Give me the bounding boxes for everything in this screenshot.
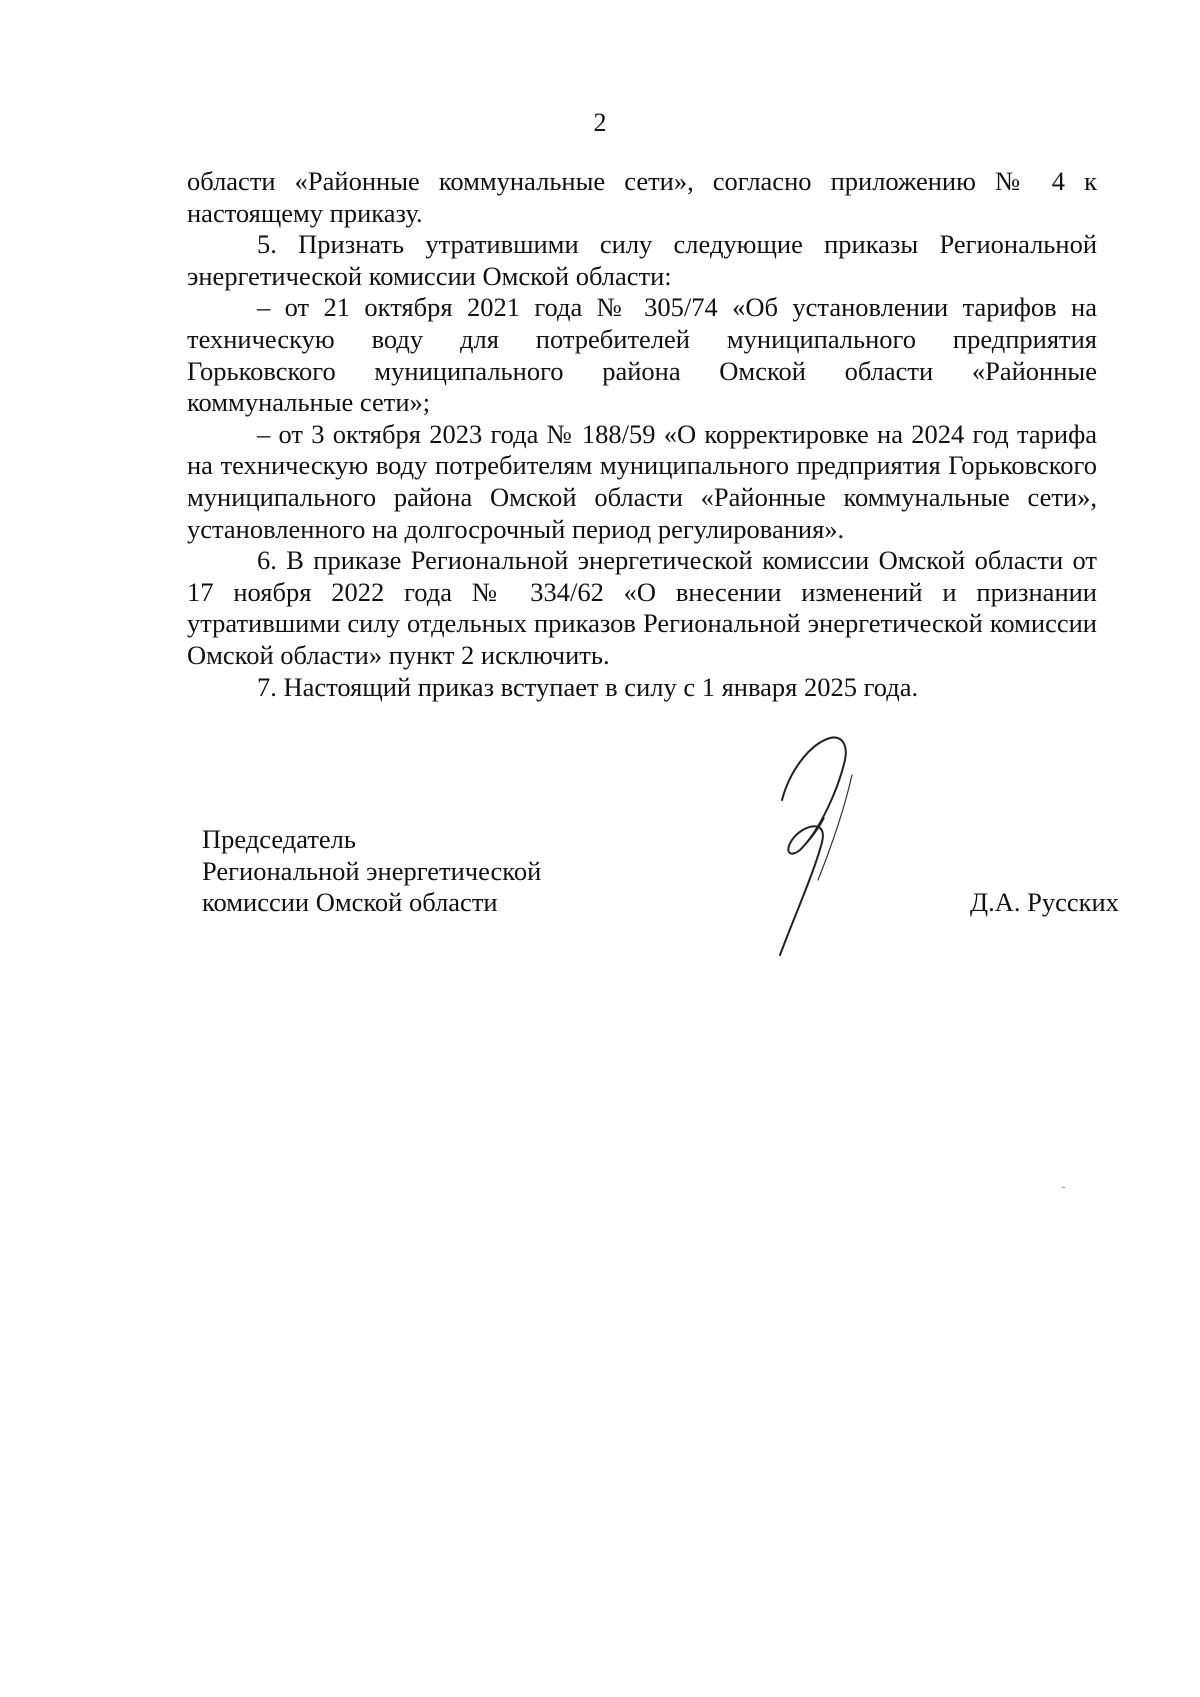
page-number: 2 <box>593 108 607 137</box>
paragraph-continuation: области «Районные коммунальные сети», согласно приложению № 4 к настоящему приказу. <box>187 166 1097 228</box>
signatory-title <box>202 824 541 919</box>
paragraph-item-6: 6. В приказе Региональной энергетической комиссии Омской области от 17 ноября 2022 года № 334/62 «О внесении изменений и признании утратившими силу отдельных приказов Региональной энергетической комиссии Омской области» пункт 2 исключить. <box>187 545 1097 670</box>
signatory-name: Д.А. Русских <box>970 887 1119 917</box>
scan-artifact <box>1062 1187 1065 1188</box>
signatory-title-line: Региональной энергетической <box>202 855 542 886</box>
paragraph-item-5-sub-2: – от 3 октября 2023 года № 188/59 «О корректировке на 2024 год тарифа на техническую воду потребителям муниципального предприятия Горьковского муниципального района Омской области «Районные коммунальные сети», установленного на долгосрочный период регулирования». <box>187 418 1097 544</box>
signatory-title-line: Председатель <box>202 824 356 854</box>
document-body <box>187 166 1097 703</box>
paragraph-item-5: 5. Признать утратившими силу следующие приказы Региональной энергетической комиссии Омской области: <box>187 229 1097 291</box>
signatory-title-line: комиссии Омской области <box>202 887 498 918</box>
paragraph-item-7: 7. Настоящий приказ вступает в силу с 1 января 2025 года. <box>257 671 919 702</box>
handwritten-signature <box>760 730 900 970</box>
paragraph-item-5-sub-1: – от 21 октября 2021 года № 305/74 «Об установлении тарифов на техническую воду для потребителей муниципального предприятия Горьковского муниципального района Омской области «Районные коммунальные сети»; <box>187 292 1097 418</box>
